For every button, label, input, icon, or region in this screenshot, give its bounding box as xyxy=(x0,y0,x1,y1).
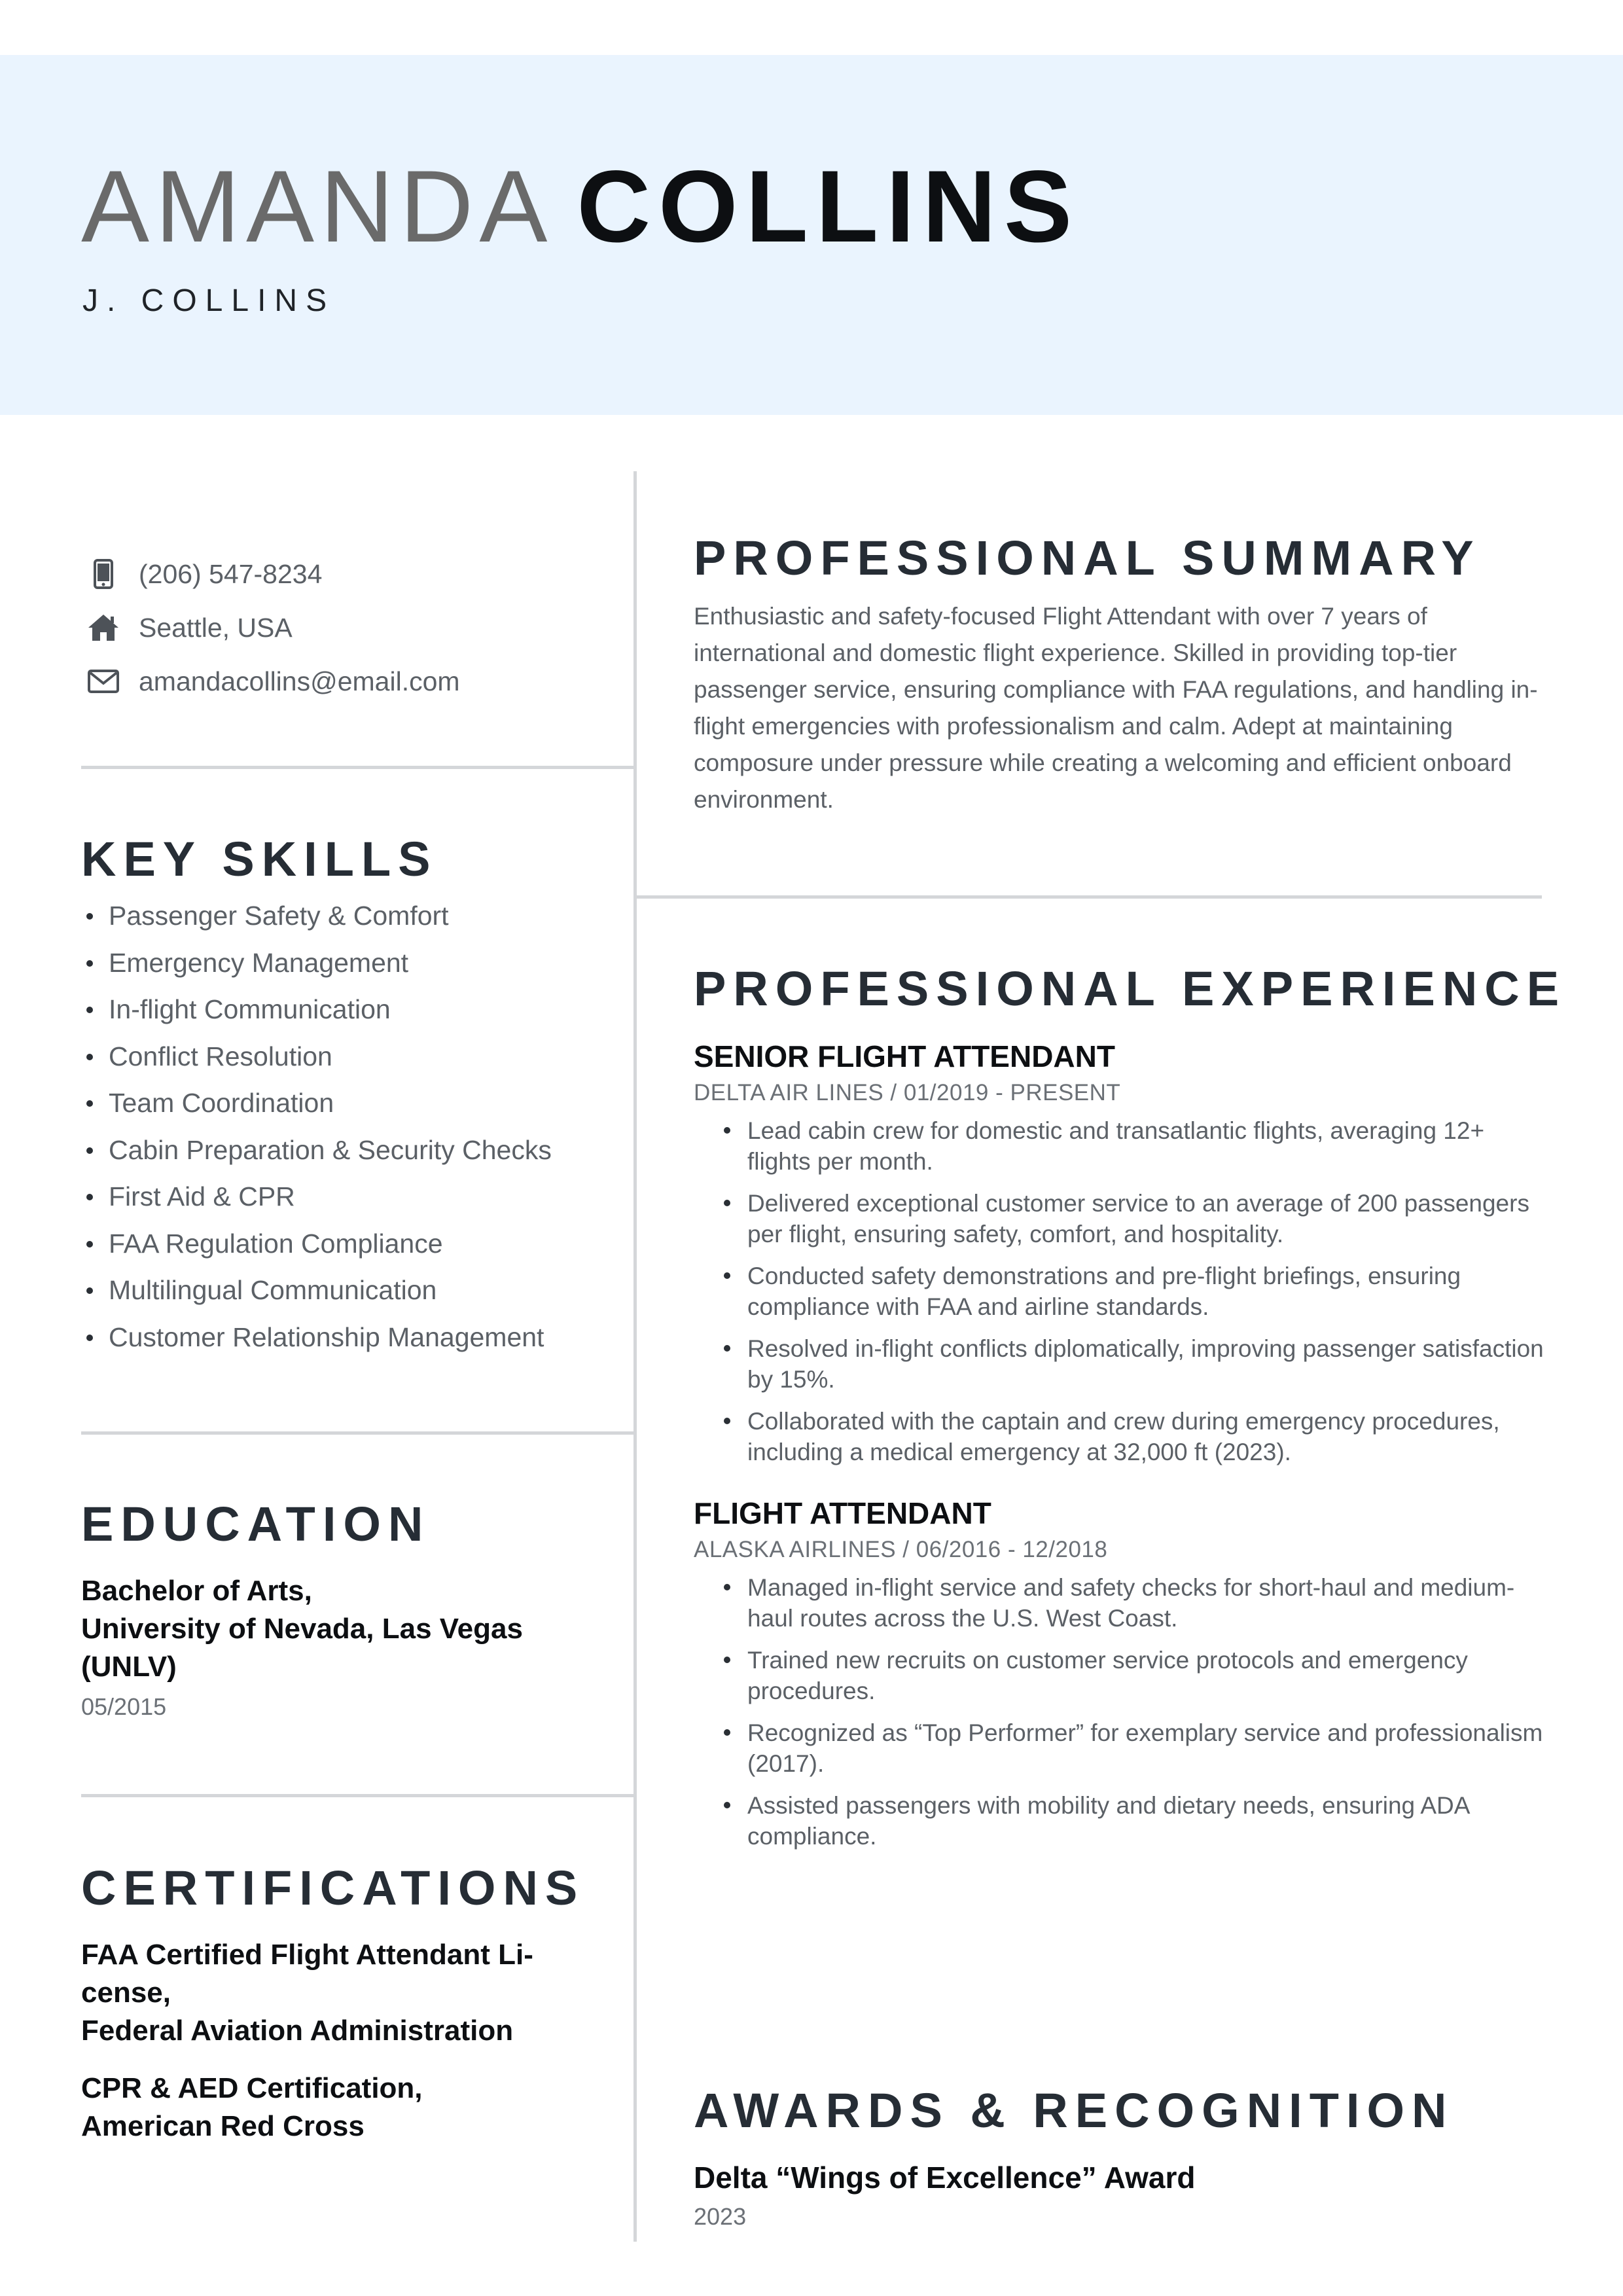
phone-text: (206) 547-8234 xyxy=(139,558,323,589)
contact-block xyxy=(86,547,460,708)
job-title: FLIGHT ATTENDANT xyxy=(694,1496,991,1530)
summary-heading: PROFESSIONAL SUMMARY xyxy=(694,531,1481,585)
school-line-1: University of Nevada, Las Vegas xyxy=(81,1613,523,1645)
award-year: 2023 xyxy=(694,2203,747,2230)
awards-heading: AWARDS & RECOGNITION xyxy=(694,2083,1454,2138)
list-item: Passenger Safety & Comfort xyxy=(81,893,552,940)
certification-entry xyxy=(81,1936,533,2050)
list-item: Managed in-flight service and safety checks for short-haul and medium-haul routes across the U.S. West Coast. xyxy=(694,1572,1544,1634)
school-line-2: (UNLV) xyxy=(81,1651,177,1683)
divider-education xyxy=(81,1794,635,1797)
phone-icon xyxy=(86,557,120,591)
divider-skills xyxy=(81,1431,635,1435)
list-item: Resolved in-flight conflicts diplomatically, improving passenger satisfaction by 15%. xyxy=(694,1333,1544,1395)
list-item: Collaborated with the captain and crew during emergency procedures, including a medical emergency at 32,000 ft (2023). xyxy=(694,1406,1544,1467)
education-entry xyxy=(81,1572,523,1725)
job-bullets xyxy=(694,1572,1544,1852)
list-item: Recognized as “Top Performer” for exemplary service and professionalism (2017). xyxy=(694,1717,1544,1779)
contact-phone[interactable] xyxy=(86,547,460,601)
degree: Bachelor of Arts, xyxy=(81,1575,312,1607)
cert-line: CPR & AED Certification, xyxy=(81,2072,423,2104)
email-text: amandacollins@email.com xyxy=(139,666,460,696)
contact-location xyxy=(86,601,460,655)
envelope-icon xyxy=(86,664,120,698)
cert-line: FAA Certified Flight Attendant Li- xyxy=(81,1939,533,1971)
cert-line: cense, xyxy=(81,1977,171,2009)
location-text: Seattle, USA xyxy=(139,612,293,643)
cert-line: American Red Cross xyxy=(81,2110,365,2142)
list-item: Trained new recruits on customer service protocols and emergency procedures. xyxy=(694,1645,1544,1706)
list-item: Delivered exceptional customer service to an average of 200 passengers per flight, ensuring safety, comfort, and hospitality. xyxy=(694,1188,1544,1249)
job-entry xyxy=(694,1037,1544,1479)
certifications-heading: CERTIFICATIONS xyxy=(81,1861,585,1915)
list-item: Customer Relationship Management xyxy=(81,1314,552,1361)
list-item: First Aid & CPR xyxy=(81,1174,552,1221)
first-name: AMANDA xyxy=(81,150,554,264)
job-entry xyxy=(694,1494,1544,1863)
job-title: SENIOR FLIGHT ATTENDANT xyxy=(694,1039,1115,1073)
list-item: Conflict Resolution xyxy=(81,1033,552,1081)
list-item: Multilingual Communication xyxy=(81,1267,552,1314)
home-icon xyxy=(86,611,120,645)
list-item: In-flight Communication xyxy=(81,986,552,1033)
list-item: Team Coordination xyxy=(81,1080,552,1127)
job-meta: DELTA AIR LINES / 01/2019 - PRESENT xyxy=(694,1080,1121,1105)
list-item: Lead cabin crew for domestic and transatlantic flights, averaging 12+ flights per month. xyxy=(694,1115,1544,1177)
list-item: Assisted passengers with mobility and dietary needs, ensuring ADA compliance. xyxy=(694,1790,1544,1852)
education-heading: EDUCATION xyxy=(81,1497,431,1551)
summary-text: Enthusiastic and safety-focused Flight Attendant with over 7 years of international and domestic flight experience. Skilled in providing top-tier passenger service, ensuring compliance with FAA regulations, and handling in-flight emergencies with professionalism and calm. Adept at maintaining composure under pressure while creating a welcoming and efficient onboard environment. xyxy=(694,603,1538,813)
list-item: FAA Regulation Compliance xyxy=(81,1221,552,1268)
certification-entry xyxy=(81,2070,423,2145)
divider-summary xyxy=(635,895,1542,899)
cert-line: Federal Aviation Administration xyxy=(81,2015,514,2047)
list-item: Conducted safety demonstrations and pre-flight briefings, ensuring compliance with FAA and airline standards. xyxy=(694,1261,1544,1322)
experience-heading: PROFESSIONAL EXPERIENCE xyxy=(694,961,1567,1016)
list-item: Cabin Preparation & Security Checks xyxy=(81,1127,552,1174)
award-entry xyxy=(694,2157,1195,2236)
skills-heading: KEY SKILLS xyxy=(81,832,438,886)
name-subtitle: J. COLLINS xyxy=(82,283,336,318)
job-meta: ALASKA AIRLINES / 06/2016 - 12/2018 xyxy=(694,1537,1108,1562)
list-item: Emergency Management xyxy=(81,940,552,987)
last-name: COLLINS xyxy=(577,150,1080,264)
job-bullets xyxy=(694,1115,1544,1467)
column-divider xyxy=(633,471,637,2242)
skills-list xyxy=(81,893,552,1361)
education-date: 05/2015 xyxy=(81,1693,167,1720)
award-name: Delta “Wings of Excellence” Award xyxy=(694,2161,1196,2195)
contact-email[interactable] xyxy=(86,655,460,708)
candidate-name xyxy=(81,148,1080,266)
divider-contact xyxy=(81,766,635,769)
